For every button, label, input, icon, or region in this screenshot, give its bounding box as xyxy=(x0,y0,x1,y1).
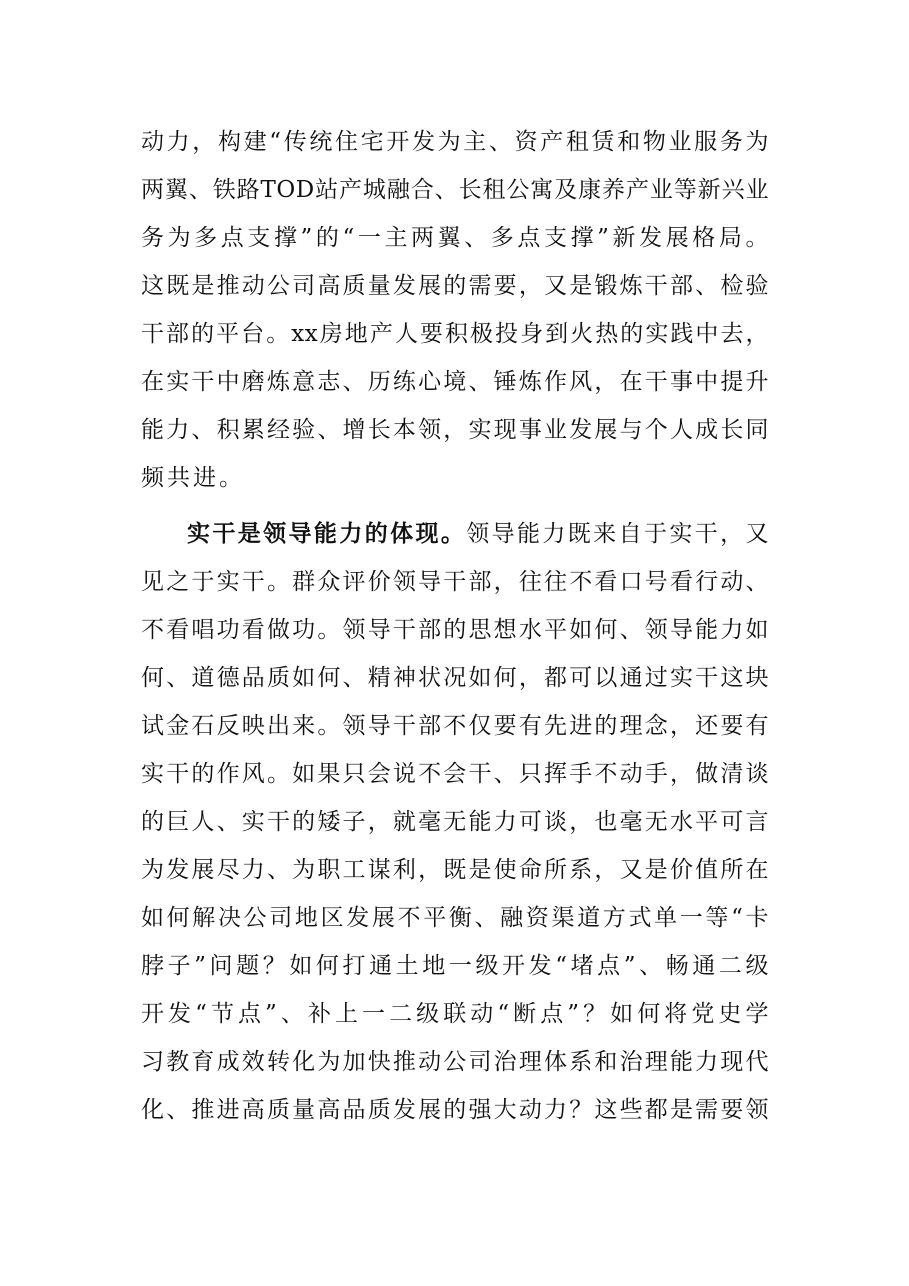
paragraph-1-line: 务为多点支撑”的“一主两翼、多点支撑”新发展格局。 xyxy=(141,225,769,251)
paragraph-1-line: 这既是推动公司高质量发展的需要，又是锻炼干部、检验 xyxy=(141,273,769,299)
paragraph-2-first-line xyxy=(141,510,769,558)
paragraph-1-line: 两翼、铁路TOD站产城融合、长租公寓及康养产业等新兴业 xyxy=(141,177,769,203)
paragraph-1-line: 动力，构建“传统住宅开发为主、资产租赁和物业服务为 xyxy=(141,129,769,155)
paragraph-2-line: 为发展尽力、为职工谋利，既是使命所系，又是价值所在 xyxy=(141,857,769,883)
paragraph-1-line: 在实干中磨炼意志、历练心境、锤炼作风，在干事中提升 xyxy=(141,369,769,395)
paragraph-2-first-line-text: 领导能力既来自于实干，又 xyxy=(466,521,770,547)
paragraph-2-line: 化、推进高质量高品质发展的强大动力？这些都是需要领 xyxy=(141,1097,769,1123)
paragraph-1-line: 干部的平台。xx房地产人要积极投身到火热的实践中去， xyxy=(141,321,769,347)
paragraph-1-line: 能力、积累经验、增长本领，实现事业发展与个人成长同 xyxy=(141,417,769,443)
paragraph-2-line: 的巨人、实干的矮子，就毫无能力可谈，也毫无水平可言 xyxy=(141,809,769,835)
paragraph-2-line: 实干的作风。如果只会说不会干、只挥手不动手，做清谈 xyxy=(141,761,769,787)
paragraph-2-line: 见之于实干。群众评价领导干部，往往不看口号看行动、 xyxy=(141,569,769,595)
paragraph-2-line: 开发“节点”、补上一二级联动“断点”？如何将党史学 xyxy=(141,1001,769,1027)
paragraph-1 xyxy=(141,118,769,502)
paragraph-2-line: 习教育成效转化为加快推动公司治理体系和治理能力现代 xyxy=(141,1049,769,1075)
paragraph-2-line: 脖子”问题？如何打通土地一级开发“堵点”、畅通二级 xyxy=(141,953,769,979)
paragraph-1-line: 频共进。 xyxy=(141,465,245,491)
paragraph-2-heading: 实干是领导能力的体现。 xyxy=(187,521,467,547)
paragraph-2-line: 不看唱功看做功。领导干部的思想水平如何、领导能力如 xyxy=(141,617,769,643)
paragraph-2-line: 何、道德品质如何、精神状况如何，都可以通过实干这块 xyxy=(141,665,769,691)
paragraph-2 xyxy=(141,510,769,1134)
paragraph-2-line: 试金石反映出来。领导干部不仅要有先进的理念，还要有 xyxy=(141,713,769,739)
paragraph-2-line: 如何解决公司地区发展不平衡、融资渠道方式单一等“卡 xyxy=(141,905,769,931)
